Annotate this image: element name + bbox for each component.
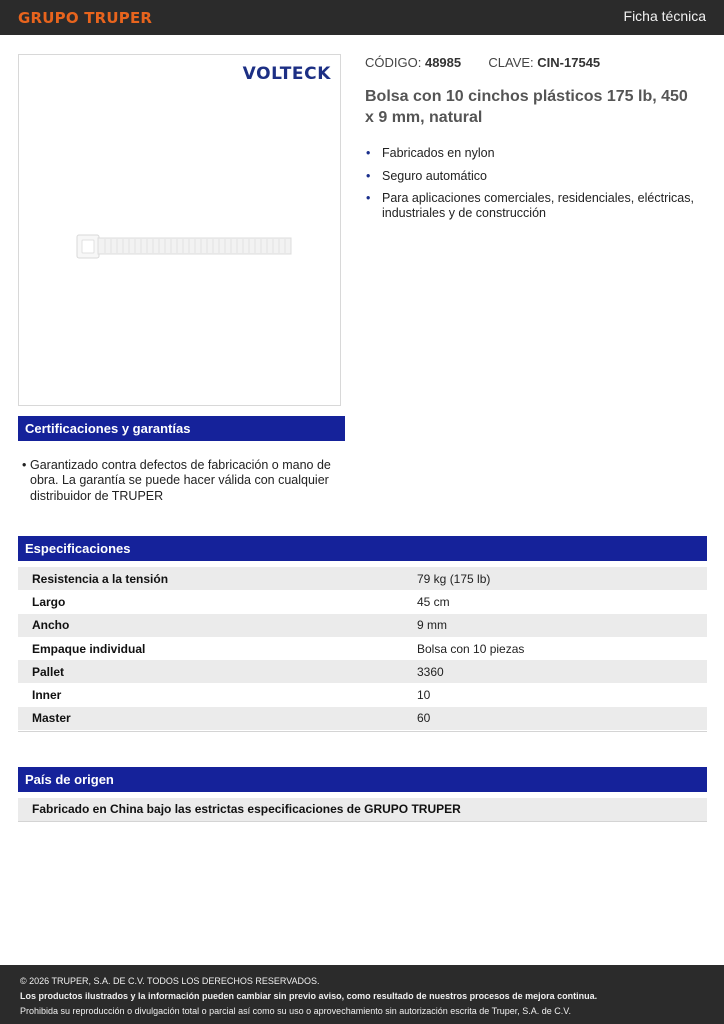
spec-value: 79 kg (175 lb): [417, 567, 707, 590]
table-row: [18, 637, 707, 660]
cable-tie-image: [75, 234, 293, 260]
spec-value: 9 mm: [417, 614, 707, 637]
table-row: [18, 567, 707, 590]
footer-copyright: © 2026 TRUPER, S.A. DE C.V. TODOS LOS DERECHOS RESERVADOS.: [20, 976, 320, 986]
feature-list: [365, 146, 705, 229]
table-row: [18, 660, 707, 683]
specifications-header: Especificaciones: [18, 536, 707, 561]
table-row: [18, 590, 707, 613]
table-row: [18, 614, 707, 637]
footer: [0, 965, 724, 1024]
origin-text: Fabricado en China bajo las estrictas especificaciones de GRUPO TRUPER: [18, 798, 707, 822]
origin-header: País de origen: [18, 767, 707, 792]
table-row: [18, 707, 707, 730]
specifications-table: [18, 567, 707, 730]
spec-label: Inner: [32, 688, 62, 703]
key-label: CLAVE:: [488, 55, 534, 70]
top-bar: [0, 0, 724, 35]
product-title: Bolsa con 10 cinchos plásticos 175 lb, 450 x 9 mm, natural: [365, 88, 688, 126]
feature-item: • Seguro automático: [365, 169, 705, 184]
certifications-header: Certificaciones y garantías: [18, 416, 345, 441]
spec-value: 45 cm: [417, 594, 450, 609]
warranty-text: Garantizado contra defectos de fabricación o mano de obra. La garantía se puede hacer válida con cualquier distribuidor de TRUPER: [30, 458, 331, 503]
code-label: CÓDIGO:: [365, 55, 422, 70]
spec-label: Master: [18, 707, 417, 730]
footer-notice: Los productos ilustrados y la información pueden cambiar sin previo aviso, como resultado de nuestros procesos de mejora continua.: [20, 991, 598, 1001]
spec-label: Resistencia a la tensión: [18, 567, 417, 590]
spec-label: Ancho: [18, 614, 417, 637]
sheet-label: Ficha técnica: [623, 8, 706, 24]
spec-value: 10: [417, 688, 431, 703]
product-code: 48985: [424, 55, 462, 70]
product-key: CIN-17545: [537, 55, 601, 70]
spec-label: Pallet: [18, 660, 417, 683]
feature-item: • Fabricados en nylon: [365, 146, 705, 161]
feature-item: • Para aplicaciones comerciales, residenciales, eléctricas, industriales y de construcción: [365, 191, 705, 221]
brand-logo: GRUPO TRUPER: [18, 9, 153, 27]
volteck-logo: VOLTECK: [242, 64, 331, 84]
spec-value: 60: [417, 707, 707, 730]
spec-value: Bolsa con 10 piezas: [417, 641, 525, 656]
divider: [18, 731, 707, 732]
spec-label: Empaque individual: [32, 641, 146, 656]
footer-prohibition: Prohibida su reproducción o divulgación total o parcial así como su uso o aprovechamiento sin autorización escrita de Truper, S.A. de C.V.: [20, 1006, 571, 1016]
table-row: [18, 683, 707, 706]
spec-label: Largo: [32, 594, 66, 609]
bullet-icon: •: [22, 458, 27, 472]
spec-value: 3360: [417, 660, 707, 683]
product-image-frame: [18, 54, 341, 406]
warranty-item: [22, 458, 342, 504]
product-codes: [365, 55, 600, 70]
